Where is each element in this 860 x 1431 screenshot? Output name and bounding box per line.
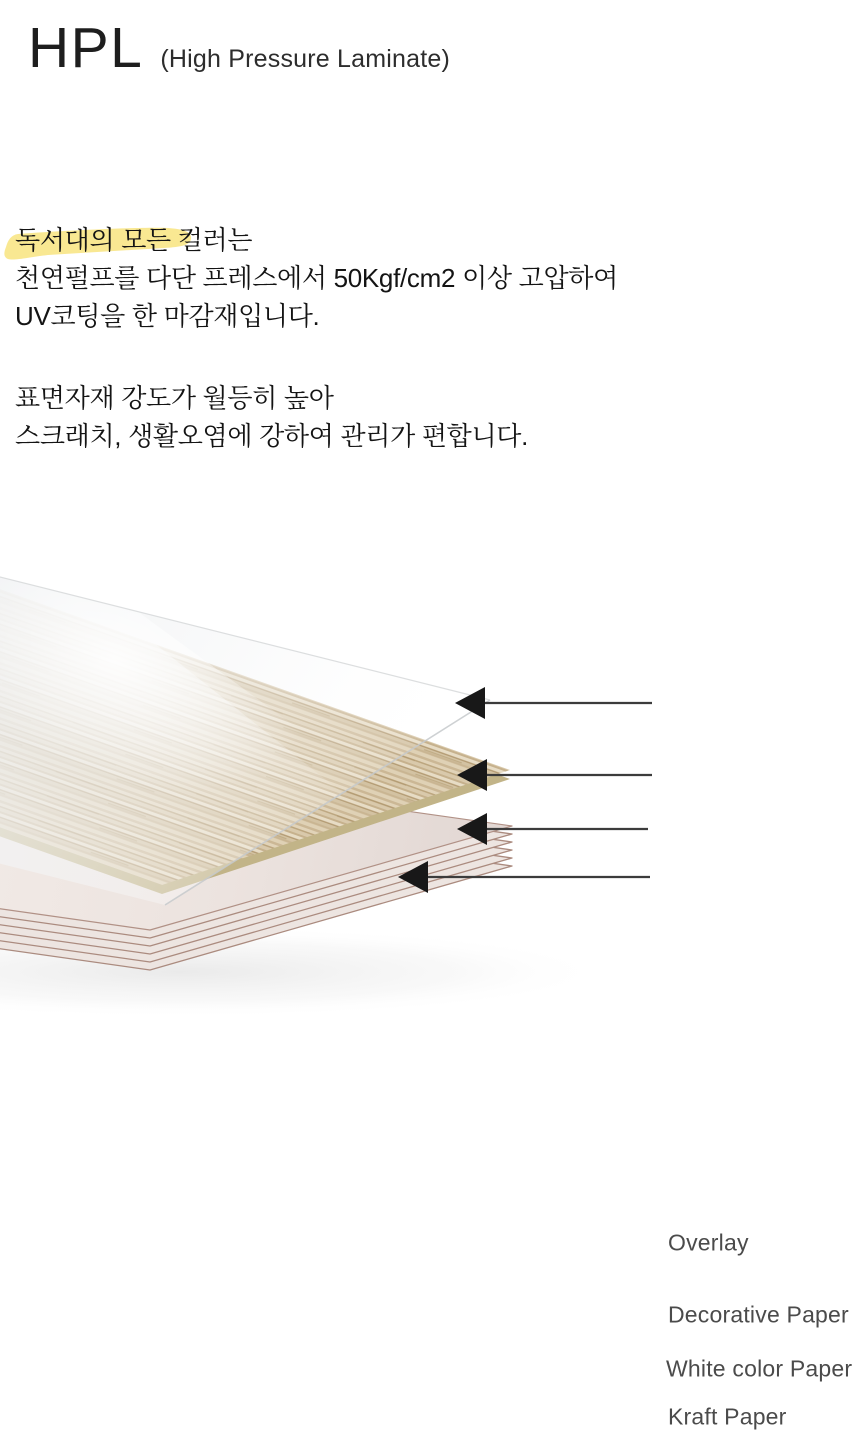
intro-highlighted-text: 독서대의 모든 컬러는: [15, 225, 253, 255]
layer-label-decorative-paper: Decorative Paper: [668, 1301, 849, 1328]
layer-stack-illustration: [0, 540, 860, 1010]
decorative-paper-callout: [457, 759, 652, 791]
intro-line-3: UV코팅을 한 마감재입니다.: [15, 301, 320, 331]
page-title: HPL: [28, 16, 144, 80]
features-paragraph: [15, 379, 528, 455]
white-color-paper-callout: [457, 813, 648, 845]
features-line-2: 스크래치, 생활오염에 강하여 관리가 편합니다.: [15, 421, 529, 451]
layer-diagram: [0, 540, 860, 1430]
layer-label-white-color-paper: White color Paper: [666, 1355, 853, 1382]
overlay-callout: [455, 687, 652, 719]
page-subtitle: (High Pressure Laminate): [160, 45, 451, 73]
intro-paragraph: [15, 221, 618, 335]
layer-label-kraft-paper: Kraft Paper: [668, 1403, 787, 1430]
features-line-1: 표면자재 강도가 월등히 높아: [15, 383, 334, 413]
layer-label-overlay: Overlay: [668, 1229, 749, 1256]
intro-highlighted-line: [15, 221, 252, 259]
intro-line-2: 천연펄프를 다단 프레스에서 50Kgf/cm2 이상 고압하여: [15, 263, 618, 293]
page-header: [28, 16, 451, 80]
